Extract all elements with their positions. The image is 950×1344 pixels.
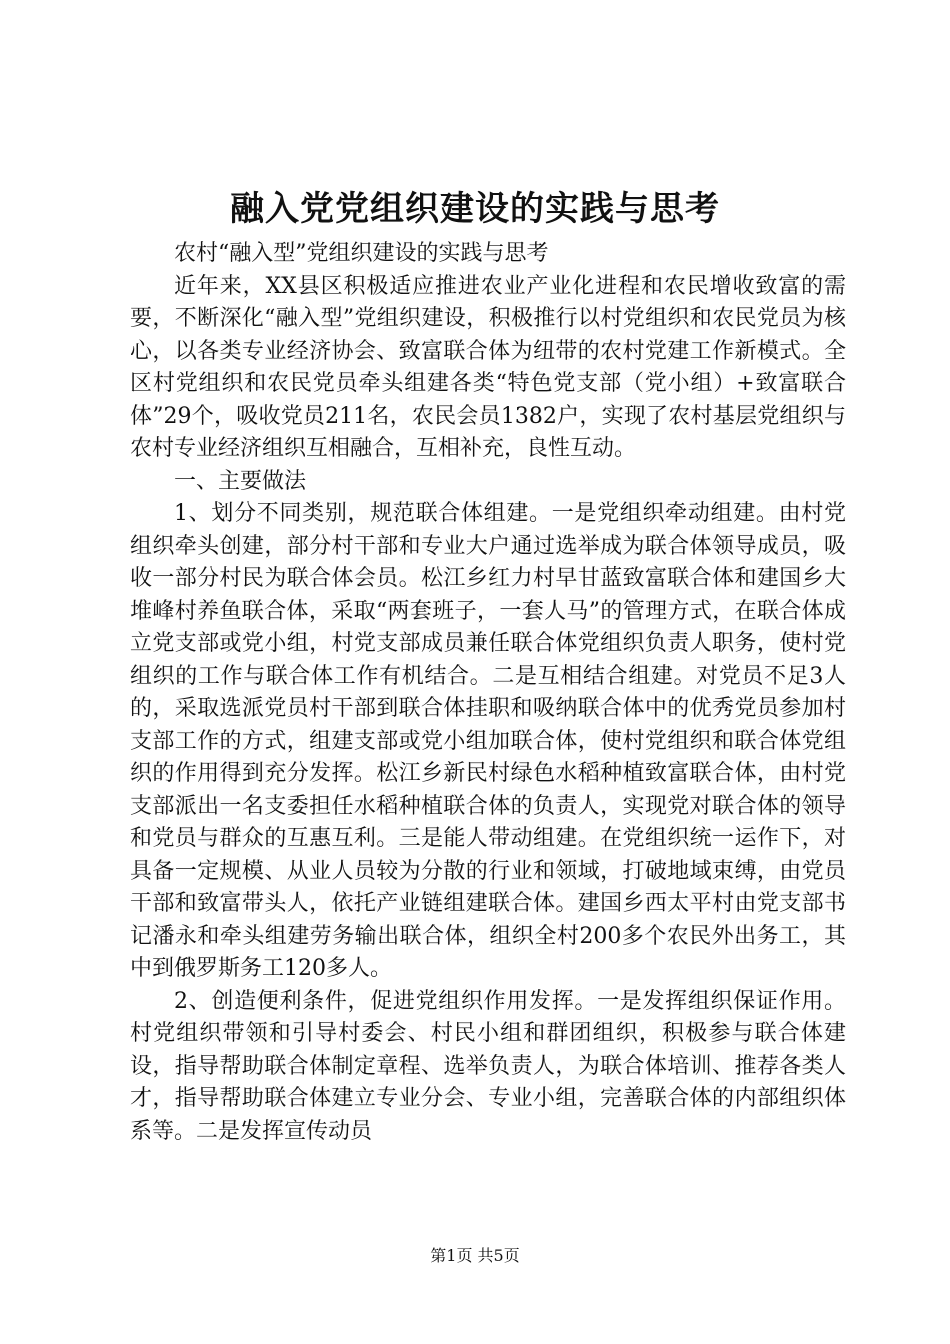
- section-heading: 一、主要做法: [174, 468, 307, 494]
- document-title: 融入党党组织建设的实践与思考: [230, 189, 720, 229]
- page-footer: 第1页 共5页: [430, 1246, 520, 1265]
- intro-paragraph: 近年来，XX县区积极适应推进农业产业化进程和农民增收致富的需要，不断深化“融入型”党组织建设，积极推行以村党组织和农民党员为核心，以各类专业经济协会、致富联合体为纽带的农村党建工作新模式。全区村党组织和农民党员牵头组建各类“特色党支部（党小组）+致富联合体”29个，吸收党员211名，农民会员1382户，实现了农村基层党组织与农村专业经济组织互相融合，互相补充，良性互动。: [130, 273, 846, 461]
- subtitle-paragraph: 农村“融入型”党组织建设的实践与思考: [174, 241, 549, 266]
- body-paragraph-2: 2、创造便利条件，促进党组织作用发挥。一是发挥组织保证作用。村党组织带领和引导村委会、村民小组和群团组织，积极参与联合体建设，指导帮助联合体制定章程、选举负责人，为联合体培训、推荐各类人才，指导帮助联合体建立专业分会、专业小组，完善联合体的内部组织体系等。二是发挥宣传动员: [130, 988, 846, 1144]
- document-body: [130, 238, 846, 1148]
- body-paragraph-1: 1、划分不同类别，规范联合体组建。一是党组织牵动组建。由村党组织牵头创建，部分村干部和专业大户通过选举成为联合体领导成员，吸收一部分村民为联合体会员。松江乡红力村早甘蓝致富联合体和建国乡大堆峰村养鱼联合体，采取“两套班子，一套人马”的管理方式，在联合体成立党支部或党小组，村党支部成员兼任联合体党组织负责人职务，使村党组织的工作与联合体工作有机结合。二是互相结合组建。对党员不足3人的，采取选派党员村干部到联合体挂职和吸纳联合体中的优秀党员参加村支部工作的方式，组建支部或党小组加联合体，使村党组织和联合体党组织的作用得到充分发挥。松江乡新民村绿色水稻种植致富联合体，由村党支部派出一名支委担任水稻种植联合体的负责人，实现党对联合体的领导和党员与群众的互惠互利。三是能人带动组建。在党组织统一运作下，对具备一定规模、从业人员较为分散的行业和领域，打破地域束缚，由党员干部和致富带头人，依托产业链组建联合体。建国乡西太平村由党支部书记潘永和牵头组建劳务输出联合体，组织全村200多个农民外出务工，其中到俄罗斯务工120多人。: [130, 501, 846, 981]
